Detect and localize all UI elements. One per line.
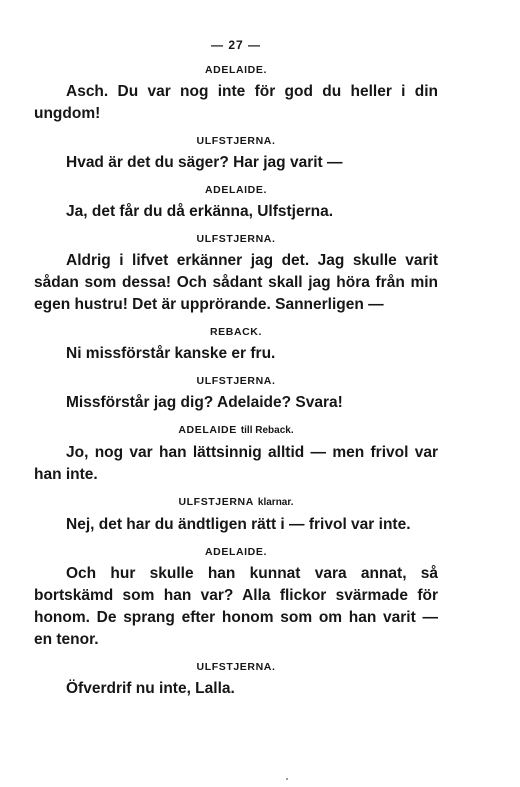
speaker-label: REBACK. bbox=[209, 326, 263, 338]
dialogue-line: Hvad är det du säger? Har jag varit — bbox=[66, 154, 343, 171]
speaker-label: ULFSTJERNA. bbox=[196, 135, 276, 147]
speaker-label: ULFSTJERNA. bbox=[196, 233, 276, 245]
page-number: — 27 — bbox=[210, 38, 261, 52]
speaker-label: ADELAIDE. bbox=[205, 64, 267, 76]
speaker-label: ULFSTJERNA. bbox=[196, 661, 276, 673]
dialogue-line: Aldrig i lifvet erkänner jag det. Jag skulle varit sådan som dessa! Och sådant skall jag höra från min egen hustru! Det är upprörande. Sannerligen — bbox=[34, 252, 438, 313]
stage-direction: klarnar. bbox=[257, 497, 294, 508]
book-page bbox=[34, 36, 438, 700]
dialogue-block bbox=[34, 660, 438, 700]
speaker-name bbox=[34, 545, 438, 559]
dialogue-line: Ja, det får du då erkänna, Ulfstjerna. bbox=[66, 203, 334, 220]
dialogue-block bbox=[34, 183, 438, 223]
speaker-name bbox=[34, 495, 438, 510]
dialogue-line: Asch. Du var nog inte för god du heller i din ungdom! bbox=[34, 83, 438, 122]
dialogue-block bbox=[34, 545, 438, 651]
dialogue-line: Öfverdrif nu inte, Lalla. bbox=[66, 680, 235, 697]
dialogue-block bbox=[34, 63, 438, 125]
dialogue-block bbox=[34, 495, 438, 536]
stage-direction: till Reback. bbox=[240, 425, 294, 436]
speaker-name bbox=[34, 660, 438, 674]
speaker-name bbox=[34, 63, 438, 77]
dialogue-block bbox=[34, 134, 438, 174]
speaker-name bbox=[34, 325, 438, 339]
speaker-name bbox=[34, 183, 438, 197]
speaker-label: ADELAIDE bbox=[178, 424, 237, 436]
speaker-name bbox=[34, 374, 438, 388]
dialogue-line: Missförstår jag dig? Adelaide? Svara! bbox=[66, 394, 343, 411]
speaker-label: ULFSTJERNA bbox=[178, 496, 254, 508]
dialogue-block bbox=[34, 423, 438, 486]
speaker-name bbox=[34, 232, 438, 246]
dialogue-block bbox=[34, 325, 438, 365]
dialogue-block bbox=[34, 374, 438, 414]
dialogue-line: Jo, nog var han lättsinnig alltid — men frivol var han inte. bbox=[34, 444, 438, 483]
dialogue-line: Och hur skulle han kunnat vara annat, så bortskämd som han var? Alla flickor svärmade för honom. De sprang efter honom som om han varit — en tenor. bbox=[34, 565, 438, 648]
speaker-label: ADELAIDE. bbox=[205, 184, 267, 196]
speaker-name bbox=[34, 134, 438, 148]
dialogue-line: Nej, det har du ändtligen rätt i — frivol var inte. bbox=[66, 516, 411, 533]
speaker-name bbox=[34, 423, 438, 438]
dialogue-block bbox=[34, 232, 438, 316]
dialogue-line: Ni missförstår kanske er fru. bbox=[66, 345, 276, 362]
speaker-label: ULFSTJERNA. bbox=[196, 375, 276, 387]
speaker-label: ADELAIDE. bbox=[205, 546, 267, 558]
paper-speck bbox=[286, 778, 288, 780]
